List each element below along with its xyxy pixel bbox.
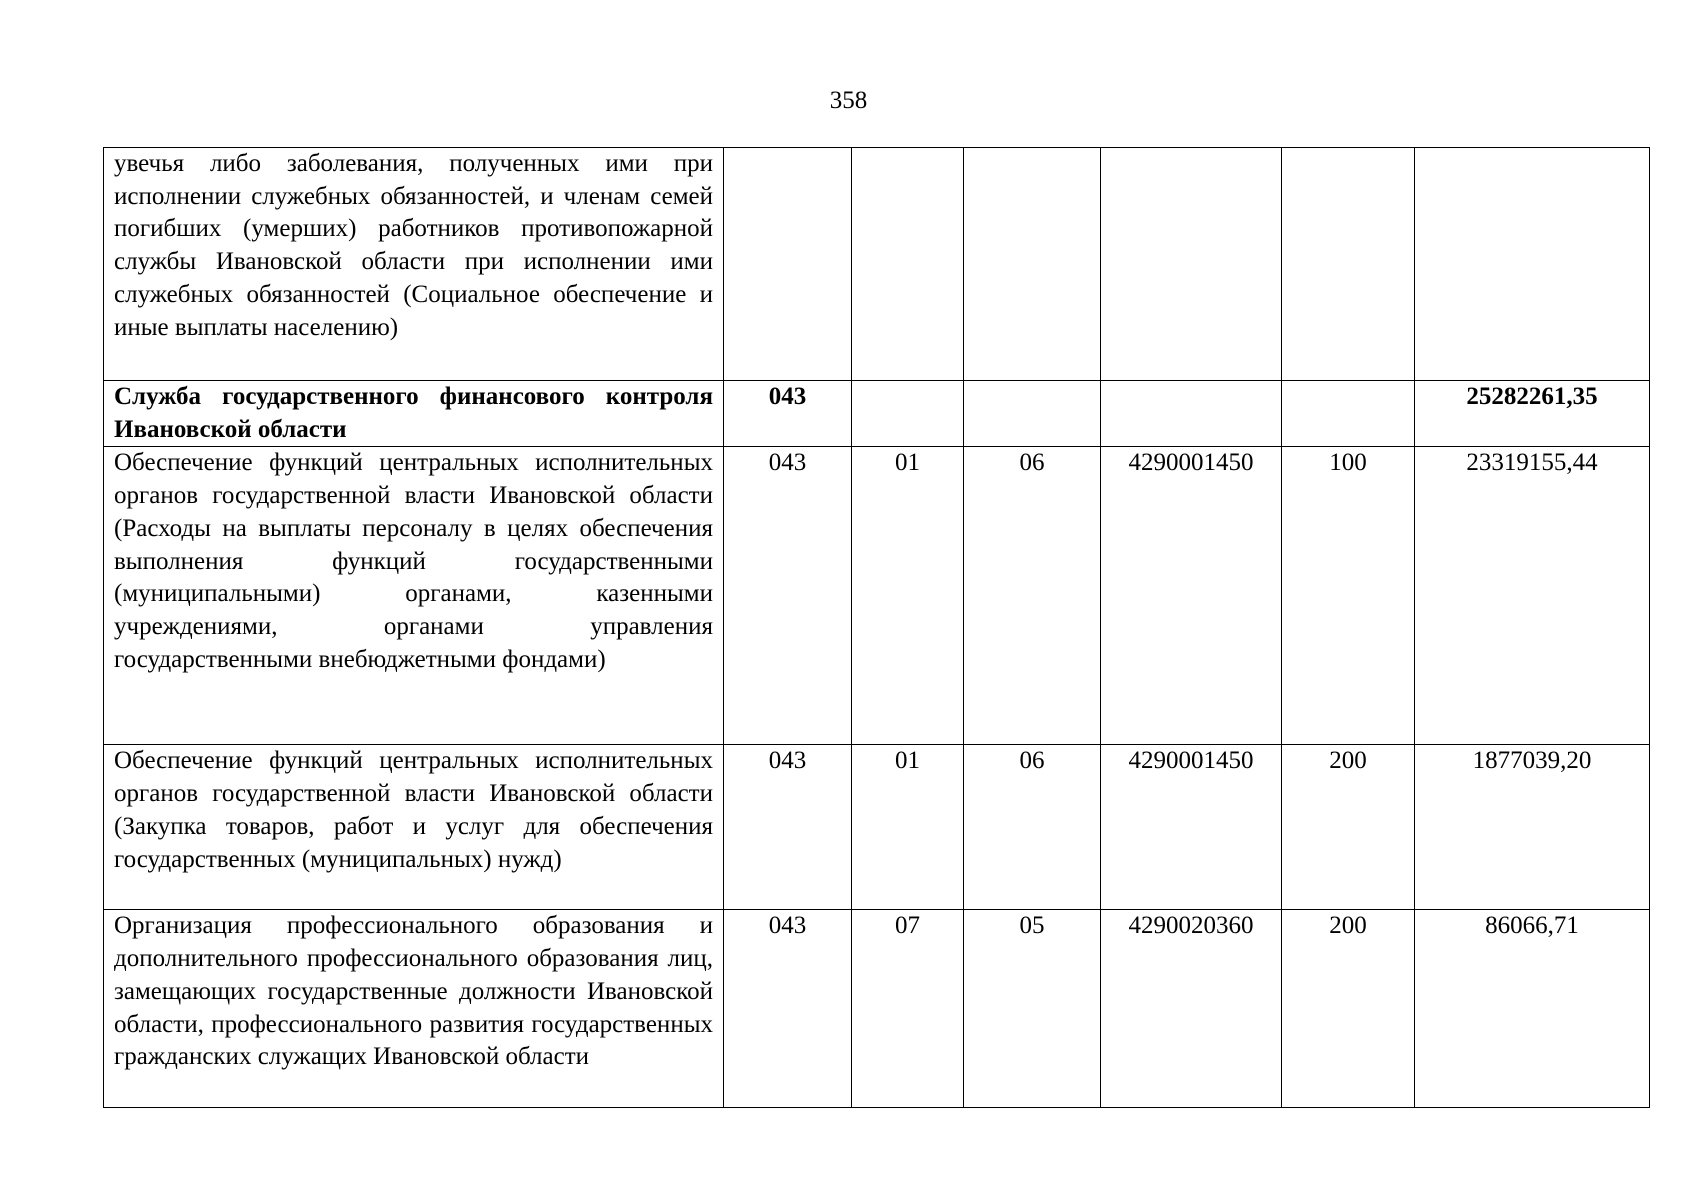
row-name-cell: Организация профессионального образования и дополнительного профессионального образования лиц, замещающих государственные должности Ивановской области, профессионального развития государственных гражданских служащих Ивановской области — [104, 910, 724, 1108]
row-code-cell — [724, 148, 852, 381]
budget-table — [103, 147, 1650, 1108]
row-amount-cell: 25282261,35 — [1415, 381, 1650, 447]
row-name-cell: Обеспечение функций центральных исполнительных органов государственной власти Ивановской области (Расходы на выплаты персоналу в целях обеспечения выполнения функций государственными (муниципальными) органами, казенными учреждениями, органами управления государственными внебюджетными фондами) — [104, 447, 724, 745]
row-subsection-cell — [964, 381, 1101, 447]
row-section-cell — [852, 381, 964, 447]
row-code-cell: 043 — [724, 910, 852, 1108]
row-expense-type-cell: 200 — [1282, 910, 1415, 1108]
table-row — [104, 148, 1650, 381]
row-expense-type-cell: 100 — [1282, 447, 1415, 745]
row-target-cell — [1101, 381, 1282, 447]
page-number: 358 — [829, 87, 868, 114]
row-amount-cell: 23319155,44 — [1415, 447, 1650, 745]
row-subsection-cell: 06 — [964, 447, 1101, 745]
row-code-cell: 043 — [724, 447, 852, 745]
row-target-cell: 4290020360 — [1101, 910, 1282, 1108]
row-name-cell: Служба государственного финансового контроля Ивановской области — [104, 381, 724, 447]
table-row — [104, 447, 1650, 745]
table-row — [104, 381, 1650, 447]
row-expense-type-cell — [1282, 148, 1415, 381]
row-target-cell — [1101, 148, 1282, 381]
table-row — [104, 745, 1650, 910]
row-amount-cell — [1415, 148, 1650, 381]
row-section-cell: 07 — [852, 910, 964, 1108]
row-target-cell: 4290001450 — [1101, 745, 1282, 910]
row-subsection-cell — [964, 148, 1101, 381]
row-code-cell: 043 — [724, 381, 852, 447]
table-row — [104, 910, 1650, 1108]
row-name-cell: увечья либо заболевания, полученных ими при исполнении служебных обязанностей, и членам семей погибших (умерших) работников противопожарной службы Ивановской области при исполнении ими служебных обязанностей (Социальное обеспечение и иные выплаты населению) — [104, 148, 724, 381]
row-expense-type-cell — [1282, 381, 1415, 447]
row-subsection-cell: 05 — [964, 910, 1101, 1108]
row-code-cell: 043 — [724, 745, 852, 910]
row-amount-cell: 86066,71 — [1415, 910, 1650, 1108]
row-target-cell: 4290001450 — [1101, 447, 1282, 745]
row-subsection-cell: 06 — [964, 745, 1101, 910]
row-expense-type-cell: 200 — [1282, 745, 1415, 910]
row-section-cell — [852, 148, 964, 381]
row-amount-cell: 1877039,20 — [1415, 745, 1650, 910]
row-section-cell: 01 — [852, 447, 964, 745]
row-name-cell: Обеспечение функций центральных исполнительных органов государственной власти Ивановской области (Закупка товаров, работ и услуг для обеспечения государственных (муниципальных) нужд) — [104, 745, 724, 910]
row-section-cell: 01 — [852, 745, 964, 910]
